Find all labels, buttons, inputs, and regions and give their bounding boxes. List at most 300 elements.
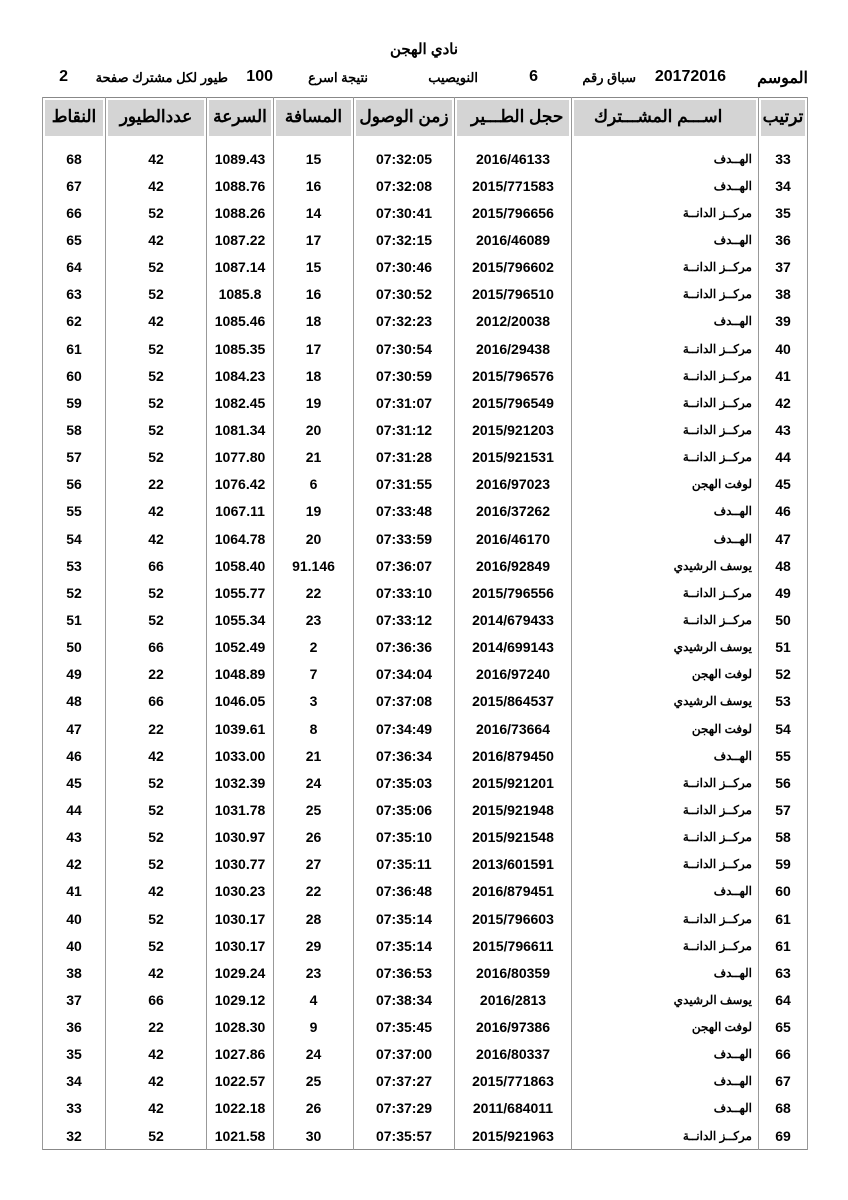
cell-participant: مركــز الدانــة	[572, 362, 759, 389]
cell-speed: 1029.24	[207, 959, 274, 986]
table-row	[43, 498, 808, 525]
cell-participant: الهــدف	[572, 498, 759, 525]
cell-arrival-time: 07:30:46	[354, 254, 455, 281]
cell-rank: 37	[759, 254, 808, 281]
cell-speed: 1087.22	[207, 226, 274, 253]
cell-points: 32	[43, 1122, 106, 1150]
header-participant	[572, 98, 759, 146]
cell-ring: 2015/796510	[455, 281, 572, 308]
cell-bird-count: 66	[106, 552, 207, 579]
race-location: النويصيب	[428, 70, 478, 85]
cell-distance: 17	[274, 226, 354, 253]
cell-points: 38	[43, 959, 106, 986]
table-row	[43, 824, 808, 851]
table-row	[43, 525, 808, 552]
cell-bird-count: 52	[106, 932, 207, 959]
cell-speed: 1052.49	[207, 634, 274, 661]
cell-distance: 8	[274, 715, 354, 742]
cell-points: 64	[43, 254, 106, 281]
cell-ring: 2015/796602	[455, 254, 572, 281]
cell-participant: يوسف الرشيدي	[572, 634, 759, 661]
cell-participant: مركــز الدانــة	[572, 254, 759, 281]
cell-distance: 20	[274, 525, 354, 552]
cell-speed: 1029.12	[207, 986, 274, 1013]
page-number: 2	[59, 68, 68, 85]
table-row	[43, 579, 808, 606]
table-row	[43, 145, 808, 172]
header-distance	[274, 98, 354, 146]
race-label: سباق رقم	[582, 70, 636, 85]
cell-participant: مركــز الدانــة	[572, 389, 759, 416]
cell-arrival-time: 07:30:54	[354, 335, 455, 362]
cell-bird-count: 66	[106, 986, 207, 1013]
table-row	[43, 389, 808, 416]
cell-bird-count: 52	[106, 254, 207, 281]
cell-ring: 2013/601591	[455, 851, 572, 878]
cell-distance: 26	[274, 824, 354, 851]
cell-arrival-time: 07:37:29	[354, 1095, 455, 1122]
cell-ring: 2015/796656	[455, 199, 572, 226]
cell-ring: 2016/2813	[455, 986, 572, 1013]
cell-arrival-time: 07:35:10	[354, 824, 455, 851]
cell-arrival-time: 07:32:08	[354, 172, 455, 199]
cell-distance: 26	[274, 1095, 354, 1122]
cell-rank: 34	[759, 172, 808, 199]
cell-distance: 28	[274, 905, 354, 932]
cell-participant: الهــدف	[572, 172, 759, 199]
cell-participant: يوسف الرشيدي	[572, 552, 759, 579]
table-row	[43, 416, 808, 443]
cell-points: 41	[43, 878, 106, 905]
cell-participant: مركــز الدانــة	[572, 1122, 759, 1150]
cell-ring: 2012/20038	[455, 308, 572, 335]
cell-arrival-time: 07:33:12	[354, 606, 455, 633]
cell-speed: 1027.86	[207, 1041, 274, 1068]
cell-rank: 42	[759, 389, 808, 416]
header-label: المسافة	[276, 100, 351, 138]
table-row	[43, 742, 808, 769]
cell-distance: 16	[274, 281, 354, 308]
cell-ring: 2011/684011	[455, 1095, 572, 1122]
cell-rank: 39	[759, 308, 808, 335]
cell-arrival-time: 07:30:59	[354, 362, 455, 389]
cell-bird-count: 22	[106, 1014, 207, 1041]
cell-rank: 52	[759, 661, 808, 688]
cell-speed: 1028.30	[207, 1014, 274, 1041]
cell-ring: 2015/921548	[455, 824, 572, 851]
cell-arrival-time: 07:30:41	[354, 199, 455, 226]
cell-speed: 1087.14	[207, 254, 274, 281]
cell-rank: 41	[759, 362, 808, 389]
cell-speed: 1048.89	[207, 661, 274, 688]
cell-ring: 2016/37262	[455, 498, 572, 525]
cell-rank: 56	[759, 769, 808, 796]
cell-participant: مركــز الدانــة	[572, 769, 759, 796]
cell-participant: الهــدف	[572, 308, 759, 335]
cell-bird-count: 42	[106, 878, 207, 905]
cell-bird-count: 42	[106, 498, 207, 525]
cell-ring: 2016/92849	[455, 552, 572, 579]
cell-bird-count: 42	[106, 1095, 207, 1122]
cell-distance: 7	[274, 661, 354, 688]
cell-participant: الهــدف	[572, 1068, 759, 1095]
table-row	[43, 335, 808, 362]
cell-bird-count: 42	[106, 1068, 207, 1095]
cell-speed: 1030.17	[207, 932, 274, 959]
cell-arrival-time: 07:37:27	[354, 1068, 455, 1095]
cell-distance: 21	[274, 444, 354, 471]
cell-participant: مركــز الدانــة	[572, 796, 759, 823]
cell-rank: 61	[759, 932, 808, 959]
cell-arrival-time: 07:31:07	[354, 389, 455, 416]
cell-points: 59	[43, 389, 106, 416]
cell-arrival-time: 07:36:53	[354, 959, 455, 986]
cell-participant: مركــز الدانــة	[572, 444, 759, 471]
cell-bird-count: 52	[106, 444, 207, 471]
table-row	[43, 932, 808, 959]
cell-arrival-time: 07:31:55	[354, 471, 455, 498]
cell-speed: 1077.80	[207, 444, 274, 471]
cell-distance: 9	[274, 1014, 354, 1041]
cell-bird-count: 42	[106, 226, 207, 253]
cell-ring: 2016/80337	[455, 1041, 572, 1068]
header-label: النقاط	[45, 100, 103, 138]
cell-points: 35	[43, 1041, 106, 1068]
cell-speed: 1088.26	[207, 199, 274, 226]
cell-participant: مركــز الدانــة	[572, 905, 759, 932]
cell-points: 44	[43, 796, 106, 823]
cell-ring: 2015/921963	[455, 1122, 572, 1150]
cell-arrival-time: 07:35:03	[354, 769, 455, 796]
club-title: نادي الهجن	[389, 41, 459, 58]
cell-participant: مركــز الدانــة	[572, 932, 759, 959]
cell-ring: 2015/921948	[455, 796, 572, 823]
cell-ring: 2016/879451	[455, 878, 572, 905]
table-row	[43, 1122, 808, 1150]
cell-points: 53	[43, 552, 106, 579]
cell-participant: مركــز الدانــة	[572, 851, 759, 878]
header-label: زمن الوصول	[356, 100, 452, 138]
cell-rank: 35	[759, 199, 808, 226]
cell-rank: 49	[759, 579, 808, 606]
cell-speed: 1085.46	[207, 308, 274, 335]
cell-distance: 16	[274, 172, 354, 199]
cell-distance: 24	[274, 769, 354, 796]
cell-ring: 2015/864537	[455, 688, 572, 715]
cell-participant: يوسف الرشيدي	[572, 986, 759, 1013]
table-row	[43, 1014, 808, 1041]
cell-speed: 1067.11	[207, 498, 274, 525]
cell-bird-count: 22	[106, 471, 207, 498]
cell-distance: 15	[274, 145, 354, 172]
cell-arrival-time: 07:35:14	[354, 905, 455, 932]
cell-participant: يوسف الرشيدي	[572, 688, 759, 715]
cell-points: 50	[43, 634, 106, 661]
table-row	[43, 254, 808, 281]
cell-bird-count: 52	[106, 851, 207, 878]
cell-rank: 61	[759, 905, 808, 932]
cell-rank: 54	[759, 715, 808, 742]
cell-participant: لوفت الهجن	[572, 471, 759, 498]
cell-distance: 25	[274, 796, 354, 823]
cell-ring: 2016/97386	[455, 1014, 572, 1041]
cell-rank: 64	[759, 986, 808, 1013]
cell-bird-count: 42	[106, 308, 207, 335]
cell-distance: 22	[274, 579, 354, 606]
header-label: حجل الطـــير	[457, 100, 569, 138]
cell-rank: 53	[759, 688, 808, 715]
cell-distance: 30	[274, 1122, 354, 1150]
cell-distance: 91.146	[274, 552, 354, 579]
cell-participant: الهــدف	[572, 145, 759, 172]
result-label: نتيجة اسرع	[308, 70, 368, 85]
cell-participant: الهــدف	[572, 1041, 759, 1068]
table-row	[43, 226, 808, 253]
table-row	[43, 308, 808, 335]
cell-points: 65	[43, 226, 106, 253]
table-row	[43, 905, 808, 932]
cell-participant: مركــز الدانــة	[572, 606, 759, 633]
cell-points: 47	[43, 715, 106, 742]
cell-points: 36	[43, 1014, 106, 1041]
cell-speed: 1030.97	[207, 824, 274, 851]
table-row	[43, 281, 808, 308]
cell-speed: 1030.23	[207, 878, 274, 905]
cell-arrival-time: 07:32:23	[354, 308, 455, 335]
cell-ring: 2016/80359	[455, 959, 572, 986]
cell-distance: 2	[274, 634, 354, 661]
header-label: اســـم المشـــترك	[574, 100, 756, 138]
cell-ring: 2014/679433	[455, 606, 572, 633]
table-row	[43, 661, 808, 688]
cell-distance: 29	[274, 932, 354, 959]
cell-bird-count: 52	[106, 905, 207, 932]
cell-participant: مركــز الدانــة	[572, 281, 759, 308]
cell-speed: 1089.43	[207, 145, 274, 172]
cell-ring: 2015/796576	[455, 362, 572, 389]
table-row	[43, 172, 808, 199]
header-bird-count	[106, 98, 207, 146]
cell-rank: 33	[759, 145, 808, 172]
cell-participant: الهــدف	[572, 878, 759, 905]
cell-participant: مركــز الدانــة	[572, 199, 759, 226]
cell-bird-count: 42	[106, 959, 207, 986]
cell-rank: 46	[759, 498, 808, 525]
cell-rank: 65	[759, 1014, 808, 1041]
cell-ring: 2016/46133	[455, 145, 572, 172]
cell-arrival-time: 07:30:52	[354, 281, 455, 308]
cell-ring: 2015/796611	[455, 932, 572, 959]
cell-participant: الهــدف	[572, 742, 759, 769]
cell-participant: مركــز الدانــة	[572, 579, 759, 606]
cell-speed: 1085.35	[207, 335, 274, 362]
cell-points: 40	[43, 932, 106, 959]
cell-distance: 4	[274, 986, 354, 1013]
table-row	[43, 362, 808, 389]
cell-bird-count: 42	[106, 742, 207, 769]
cell-rank: 47	[759, 525, 808, 552]
table-row	[43, 1068, 808, 1095]
table-row	[43, 796, 808, 823]
table-row	[43, 1095, 808, 1122]
header-rank	[759, 98, 808, 146]
cell-arrival-time: 07:33:10	[354, 579, 455, 606]
cell-points: 52	[43, 579, 106, 606]
table-row	[43, 878, 808, 905]
race-info	[40, 68, 808, 90]
cell-bird-count: 52	[106, 769, 207, 796]
cell-arrival-time: 07:36:07	[354, 552, 455, 579]
cell-bird-count: 52	[106, 362, 207, 389]
cell-rank: 55	[759, 742, 808, 769]
cell-speed: 1058.40	[207, 552, 274, 579]
cell-distance: 25	[274, 1068, 354, 1095]
cell-points: 33	[43, 1095, 106, 1122]
cell-speed: 1039.61	[207, 715, 274, 742]
cell-arrival-time: 07:34:04	[354, 661, 455, 688]
cell-rank: 38	[759, 281, 808, 308]
cell-rank: 50	[759, 606, 808, 633]
cell-arrival-time: 07:32:05	[354, 145, 455, 172]
cell-participant: الهــدف	[572, 1095, 759, 1122]
cell-participant: الهــدف	[572, 959, 759, 986]
cell-ring: 2015/796556	[455, 579, 572, 606]
cell-distance: 19	[274, 498, 354, 525]
cell-ring: 2015/796549	[455, 389, 572, 416]
cell-points: 67	[43, 172, 106, 199]
header-label: عددالطيور	[108, 100, 204, 138]
result-count: 100	[246, 68, 273, 85]
cell-bird-count: 52	[106, 335, 207, 362]
cell-distance: 27	[274, 851, 354, 878]
cell-arrival-time: 07:31:12	[354, 416, 455, 443]
cell-bird-count: 52	[106, 281, 207, 308]
cell-points: 51	[43, 606, 106, 633]
cell-arrival-time: 07:35:11	[354, 851, 455, 878]
cell-participant: لوفت الهجن	[572, 1014, 759, 1041]
cell-points: 56	[43, 471, 106, 498]
cell-points: 48	[43, 688, 106, 715]
header-points	[43, 98, 106, 146]
table-row	[43, 606, 808, 633]
cell-distance: 15	[274, 254, 354, 281]
cell-rank: 68	[759, 1095, 808, 1122]
cell-arrival-time: 07:33:59	[354, 525, 455, 552]
cell-points: 54	[43, 525, 106, 552]
cell-speed: 1088.76	[207, 172, 274, 199]
cell-speed: 1081.34	[207, 416, 274, 443]
table-row	[43, 444, 808, 471]
cell-distance: 21	[274, 742, 354, 769]
header-speed	[207, 98, 274, 146]
cell-distance: 20	[274, 416, 354, 443]
per-label: طيور لكل مشترك صفحة	[95, 70, 228, 85]
cell-ring: 2015/921203	[455, 416, 572, 443]
cell-arrival-time: 07:37:00	[354, 1041, 455, 1068]
cell-arrival-time: 07:37:08	[354, 688, 455, 715]
cell-bird-count: 52	[106, 796, 207, 823]
cell-speed: 1022.57	[207, 1068, 274, 1095]
cell-ring: 2015/921531	[455, 444, 572, 471]
cell-ring: 2015/771863	[455, 1068, 572, 1095]
cell-rank: 48	[759, 552, 808, 579]
cell-ring: 2015/771583	[455, 172, 572, 199]
cell-bird-count: 52	[106, 1122, 207, 1150]
cell-points: 42	[43, 851, 106, 878]
cell-speed: 1021.58	[207, 1122, 274, 1150]
cell-distance: 14	[274, 199, 354, 226]
cell-points: 61	[43, 335, 106, 362]
cell-bird-count: 66	[106, 688, 207, 715]
cell-ring: 2016/73664	[455, 715, 572, 742]
cell-distance: 24	[274, 1041, 354, 1068]
cell-speed: 1082.45	[207, 389, 274, 416]
cell-bird-count: 66	[106, 634, 207, 661]
cell-speed: 1055.77	[207, 579, 274, 606]
cell-arrival-time: 07:38:34	[354, 986, 455, 1013]
header-label: ترتيب	[761, 100, 805, 138]
table-row	[43, 715, 808, 742]
cell-rank: 66	[759, 1041, 808, 1068]
cell-speed: 1085.8	[207, 281, 274, 308]
season-label: الموسم	[757, 70, 808, 87]
cell-ring: 2015/796603	[455, 905, 572, 932]
cell-bird-count: 42	[106, 172, 207, 199]
cell-participant: لوفت الهجن	[572, 715, 759, 742]
cell-rank: 43	[759, 416, 808, 443]
race-number: 6	[529, 68, 538, 85]
cell-speed: 1064.78	[207, 525, 274, 552]
header-ring	[455, 98, 572, 146]
table-row	[43, 769, 808, 796]
cell-bird-count: 22	[106, 715, 207, 742]
cell-bird-count: 52	[106, 824, 207, 851]
cell-distance: 23	[274, 606, 354, 633]
cell-rank: 40	[759, 335, 808, 362]
cell-speed: 1031.78	[207, 796, 274, 823]
table-row	[43, 851, 808, 878]
cell-arrival-time: 07:33:48	[354, 498, 455, 525]
cell-ring: 2014/699143	[455, 634, 572, 661]
cell-points: 66	[43, 199, 106, 226]
cell-points: 62	[43, 308, 106, 335]
cell-bird-count: 42	[106, 1041, 207, 1068]
cell-distance: 3	[274, 688, 354, 715]
cell-arrival-time: 07:32:15	[354, 226, 455, 253]
cell-arrival-time: 07:35:06	[354, 796, 455, 823]
cell-participant: مركــز الدانــة	[572, 416, 759, 443]
cell-ring: 2016/97240	[455, 661, 572, 688]
cell-points: 60	[43, 362, 106, 389]
cell-points: 34	[43, 1068, 106, 1095]
table-row	[43, 1041, 808, 1068]
cell-distance: 18	[274, 308, 354, 335]
cell-distance: 19	[274, 389, 354, 416]
cell-arrival-time: 07:36:34	[354, 742, 455, 769]
cell-rank: 60	[759, 878, 808, 905]
cell-bird-count: 52	[106, 199, 207, 226]
cell-rank: 51	[759, 634, 808, 661]
cell-rank: 63	[759, 959, 808, 986]
cell-speed: 1084.23	[207, 362, 274, 389]
cell-ring: 2016/46089	[455, 226, 572, 253]
results-table	[42, 97, 808, 1150]
cell-rank: 58	[759, 824, 808, 851]
cell-points: 57	[43, 444, 106, 471]
cell-speed: 1030.17	[207, 905, 274, 932]
cell-ring: 2016/29438	[455, 335, 572, 362]
header-arrival-time	[354, 98, 455, 146]
